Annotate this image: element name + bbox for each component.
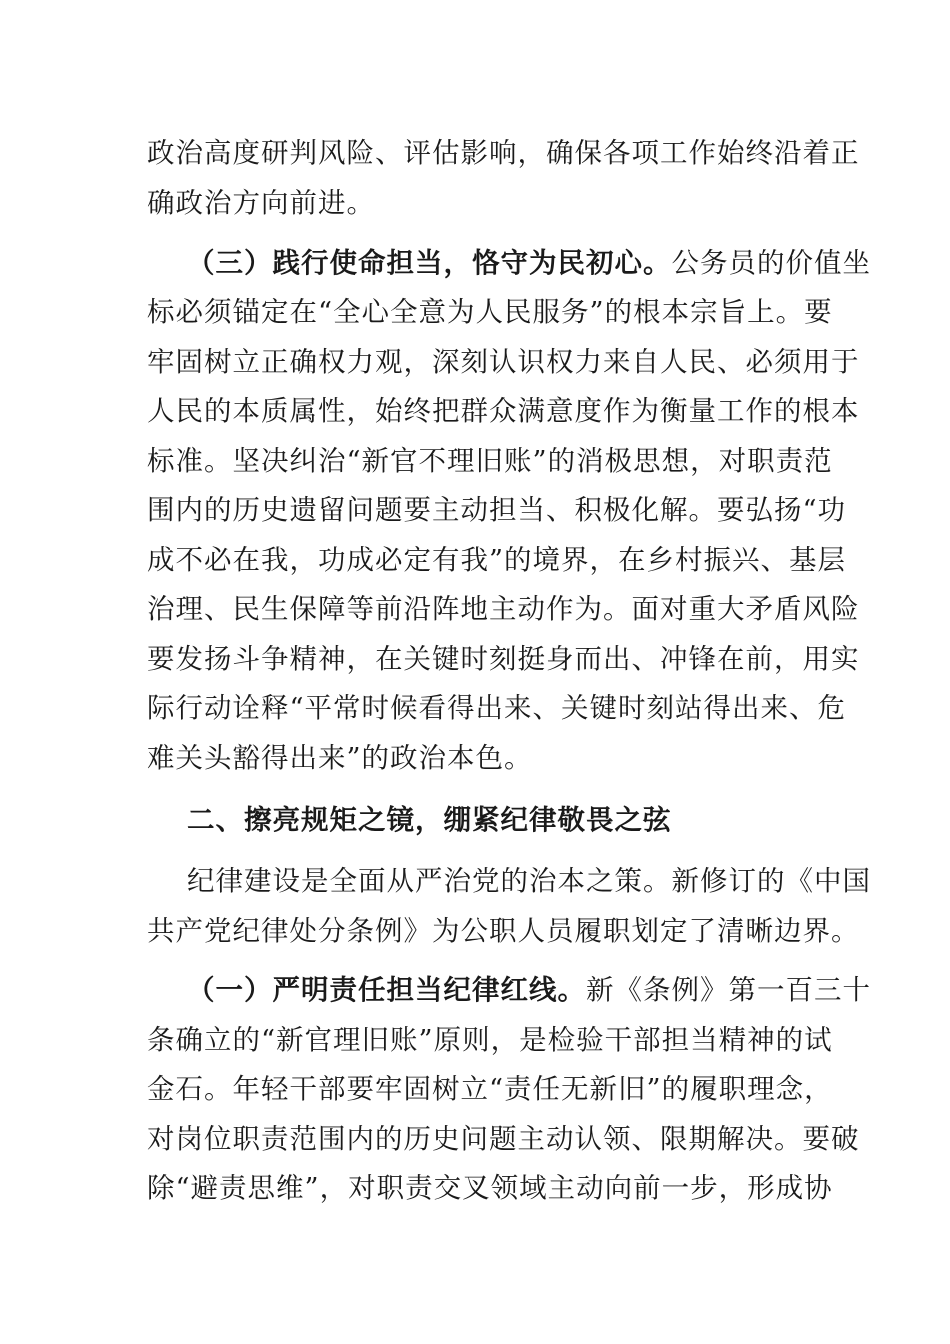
text-line: 确政治方向前进。 [147,187,375,219]
text-line: 除“避责思维”，对职责交叉领域主动向前一步，形成协 [147,1172,833,1204]
subsection-1-first-text: 新《条例》第一百三十 [586,974,871,1006]
text-line: 成不必在我，功成必定有我”的境界，在乡村振兴、基层 [147,544,847,576]
subsection-1-heading: （一）严明责任担当纪律红线。 [187,974,586,1006]
text-line: 标必须锚定在“全心全意为人民服务”的根本宗旨上。要 [147,296,833,328]
section-heading: 二、擦亮规矩之镜，绷紧纪律敬畏之弦 [187,804,672,836]
section-3-first-line [187,243,871,283]
text-line: 纪律建设是全面从严治党的治本之策。新修订的《中国 [187,865,871,897]
text-line: 标准。坚决纠治“新官不理旧账”的消极思想，对职责范 [147,445,833,477]
text-line: 人民的本质属性，始终把群众满意度作为衡量工作的根本 [147,395,860,427]
text-line: 政治高度研判风险、评估影响，确保各项工作始终沿着正 [147,137,860,169]
text-line: 要发扬斗争精神，在关键时刻挺身而出、冲锋在前，用实 [147,643,860,675]
subsection-1-first-line [187,970,871,1010]
text-line: 共产党纪律处分条例》为公职人员履职划定了清晰边界。 [147,915,860,947]
text-line: 牢固树立正确权力观，深刻认识权力来自人民、必须用于 [147,346,860,378]
section-3-heading: （三）践行使命担当，恪守为民初心。 [187,247,672,279]
text-line: 治理、民生保障等前沿阵地主动作为。面对重大矛盾风险 [147,593,860,625]
text-line: 对岗位职责范围内的历史问题主动认领、限期解决。要破 [147,1123,860,1155]
text-line: 围内的历史遗留问题要主动担当、积极化解。要弘扬“功 [147,494,847,526]
section-3-first-text: 公务员的价值坐 [671,247,871,279]
text-line: 条确立的“新官理旧账”原则，是检验干部担当精神的试 [147,1024,833,1056]
text-line: 金石。年轻干部要牢固树立“责任无新旧”的履职理念， [147,1073,833,1105]
text-line: 难关头豁得出来”的政治本色。 [147,742,533,774]
text-line: 际行动诠释“平常时候看得出来、关键时刻站得出来、危 [147,692,847,724]
